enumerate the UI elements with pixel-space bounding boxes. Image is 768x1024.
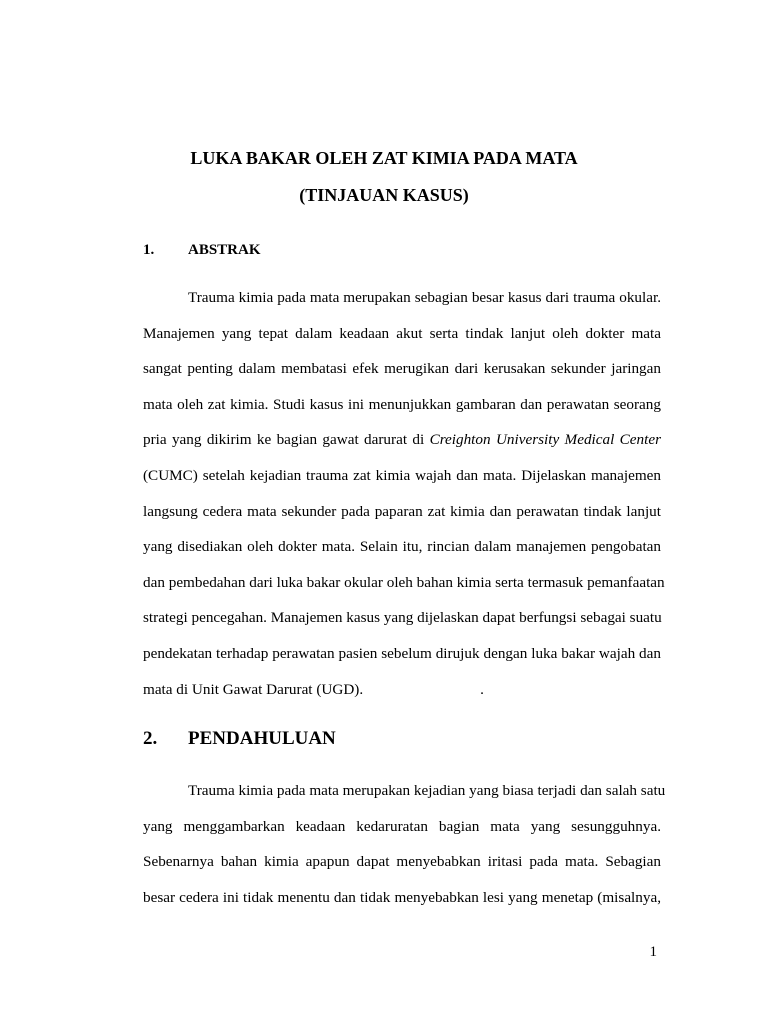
institution-name: Creighton University Medical Center: [429, 431, 662, 449]
paragraph-line: Trauma kimia pada mata merupakan kejadian yang biasa terjadi dan salah satu: [188, 782, 666, 799]
paragraph-line: [143, 672, 661, 708]
paragraph-line: sangat penting dalam membatasi efek merugikan dari kerusakan sekunder jaringan: [143, 360, 661, 378]
paragraph-line: mata oleh zat kimia. Studi kasus ini menunjukkan gambaran dan perawatan seorang: [143, 395, 661, 413]
document-subtitle: (TINJAUAN KASUS): [299, 185, 469, 205]
paragraph-line: yang menggambarkan keadaan kedaruratan bagian mata yang sesungguhnya.: [143, 817, 661, 835]
paragraph-line: yang disediakan oleh dokter mata. Selain itu, rincian dalam manajemen pengobatan: [143, 538, 661, 556]
paragraph-line: Trauma kimia pada mata merupakan sebagian besar kasus dari trauma okular.: [188, 289, 661, 306]
section-heading-pendahuluan: PENDAHULUAN: [188, 728, 336, 749]
paragraph-line: Manajemen yang tepat dalam keadaan akut serta tindak lanjut oleh dokter mata: [143, 324, 661, 342]
page-number: 1: [649, 944, 657, 960]
paragraph-line: besar cedera ini tidak menentu dan tidak menyebabkan lesi yang menetap (misalnya,: [143, 888, 661, 906]
section-number-pendahuluan: 2.: [143, 728, 158, 749]
paragraph-line-text: pria yang dikirim ke bagian gawat darurat di: [143, 431, 430, 449]
trailing-mark: .: [480, 680, 484, 698]
section-number-abstrak: 1.: [143, 242, 155, 258]
paragraph-line: (CUMC) setelah kejadian trauma zat kimia wajah dan mata. Dijelaskan manajemen: [143, 466, 661, 484]
paragraph-line: dan pembedahan dari luka bakar okular oleh bahan kimia serta termasuk pemanfaatan: [143, 573, 665, 591]
paragraph-line: [143, 422, 661, 458]
paragraph-line: strategi pencegahan. Manajemen kasus yang dijelaskan dapat berfungsi sebagai suatu: [143, 609, 662, 627]
abstract-paragraph: [143, 280, 665, 707]
paragraph-line: langsung cedera mata sekunder pada paparan zat kimia dan perawatan tindak lanjut: [143, 502, 661, 520]
paragraph-line: Sebenarnya bahan kimia apapun dapat menyebabkan iritasi pada mata. Sebagian: [143, 853, 661, 871]
introduction-paragraph: [143, 773, 666, 915]
paragraph-line-text: mata di Unit Gawat Darurat (UGD).: [143, 680, 364, 698]
section-heading-abstrak: ABSTRAK: [188, 242, 261, 258]
document-title: LUKA BAKAR OLEH ZAT KIMIA PADA MATA: [190, 148, 578, 168]
paragraph-line: pendekatan terhadap perawatan pasien sebelum dirujuk dengan luka bakar wajah dan: [143, 644, 661, 662]
